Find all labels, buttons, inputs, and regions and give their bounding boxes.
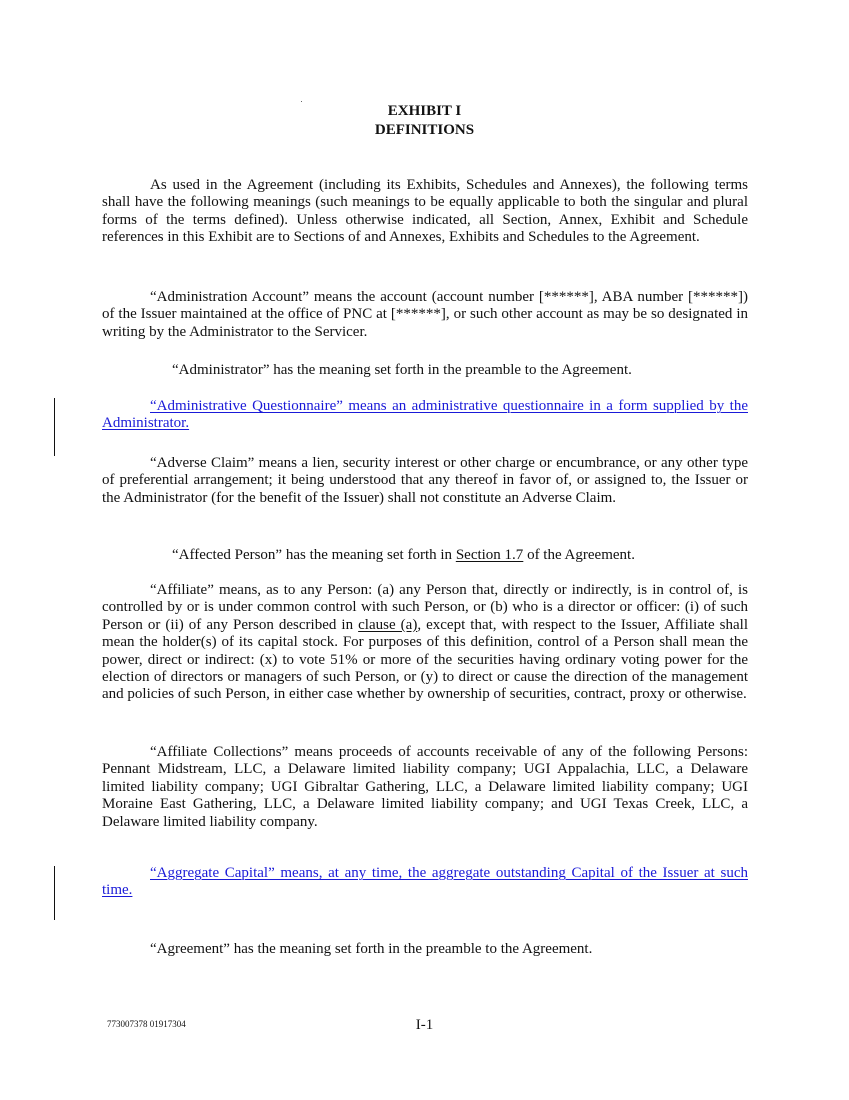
exhibit-title: DEFINITIONS (374, 122, 475, 138)
document-id: 773007378 01917304 (107, 1019, 186, 1029)
definition-agreement: “Agreement” has the meaning set forth in the preamble to the Agreement. (150, 941, 593, 957)
definition-adverse-claim: “Adverse Claim” means a lien, security interest or other charge or encumbrance, or any other type of preferential arrangement; it being understood that any thereof in favor of, or assigned to, the Issuer or the Administrator (for the benefit of the Issuer) shall not constitute an Adverse Claim. (102, 455, 748, 506)
affiliate-tail: , except that, with respect to the Issuer, Affiliate shall mean the holder(s) of its capital stock. For purposes of this definition, control of a Person shall mean the power, direct or indirect: (x) to vote 51% or more of the securities having ordinary voting power for the election of directors or managers of such Person, or (y) to direct or cause the direction of the management and policies of such Person, in either case whether by ownership of securities, contract, proxy or otherwise. (102, 616, 748, 703)
change-bar (54, 398, 55, 456)
definition-administration-account: “Administration Account” means the account (account number [******], ABA number [******]) of the Issuer maintained at the office of PNC at [******], or such other account as may be so designated in writing by the Administrator to the Servicer. (102, 289, 748, 340)
inserted-text: “Aggregate Capital” means, at any time, the aggregate outstanding Capital of the Issuer at such time. (102, 865, 748, 899)
intro-paragraph: As used in the Agreement (including its Exhibits, Schedules and Annexes), the following terms shall have the following meanings (such meanings to be equally applicable to both the singular and plural forms of the terms defined). Unless otherwise indicated, all Section, Annex, Exhibit and Schedule references in this Exhibit are to Sections of and Annexes, Exhibits and Schedules to the Agreement. (102, 177, 748, 246)
affected-person-text: “Affected Person” has the meaning set forth in (172, 547, 456, 563)
exhibit-label: EXHIBIT I (387, 103, 462, 119)
inserted-text: “Administrative Questionnaire” means an administrative questionnaire in a form supplied by the Administrator. (102, 398, 748, 432)
definition-aggregate-capital (102, 865, 748, 900)
definition-administrative-questionnaire (102, 398, 748, 433)
exhibit-heading (0, 102, 849, 140)
definition-affected-person (102, 547, 748, 564)
affected-person-tail: of the Agreement. (523, 547, 635, 563)
section-reference: Section 1.7 (455, 547, 524, 563)
definition-affiliate (102, 582, 748, 704)
definition-affiliate-collections: “Affiliate Collections” means proceeds of accounts receivable of any of the following Persons: Pennant Midstream, LLC, a Delaware limited liability company; UGI Appalachia, LLC, a Delaware limited liability company; UGI Gibraltar Gathering, LLC, a Delaware limited liability company; UGI Moraine East Gathering, LLC, a Delaware limited liability company; and UGI Texas Creek, LLC, a Delaware limited liability company. (102, 744, 748, 830)
definition-administrator: “Administrator” has the meaning set forth in the preamble to the Agreement. (172, 362, 632, 378)
affiliate-text: “Affiliate” means, as to any Person: (a) any Person that, directly or indirectly, is in control of, is controlled by or is under common control with such Person, or (b) who is a director or officer: (i) of such Person or (ii) of any Person described in (102, 582, 748, 633)
page-number: I-1 (415, 1017, 434, 1033)
clause-reference: clause (a) (358, 616, 418, 633)
change-bar (54, 866, 55, 920)
